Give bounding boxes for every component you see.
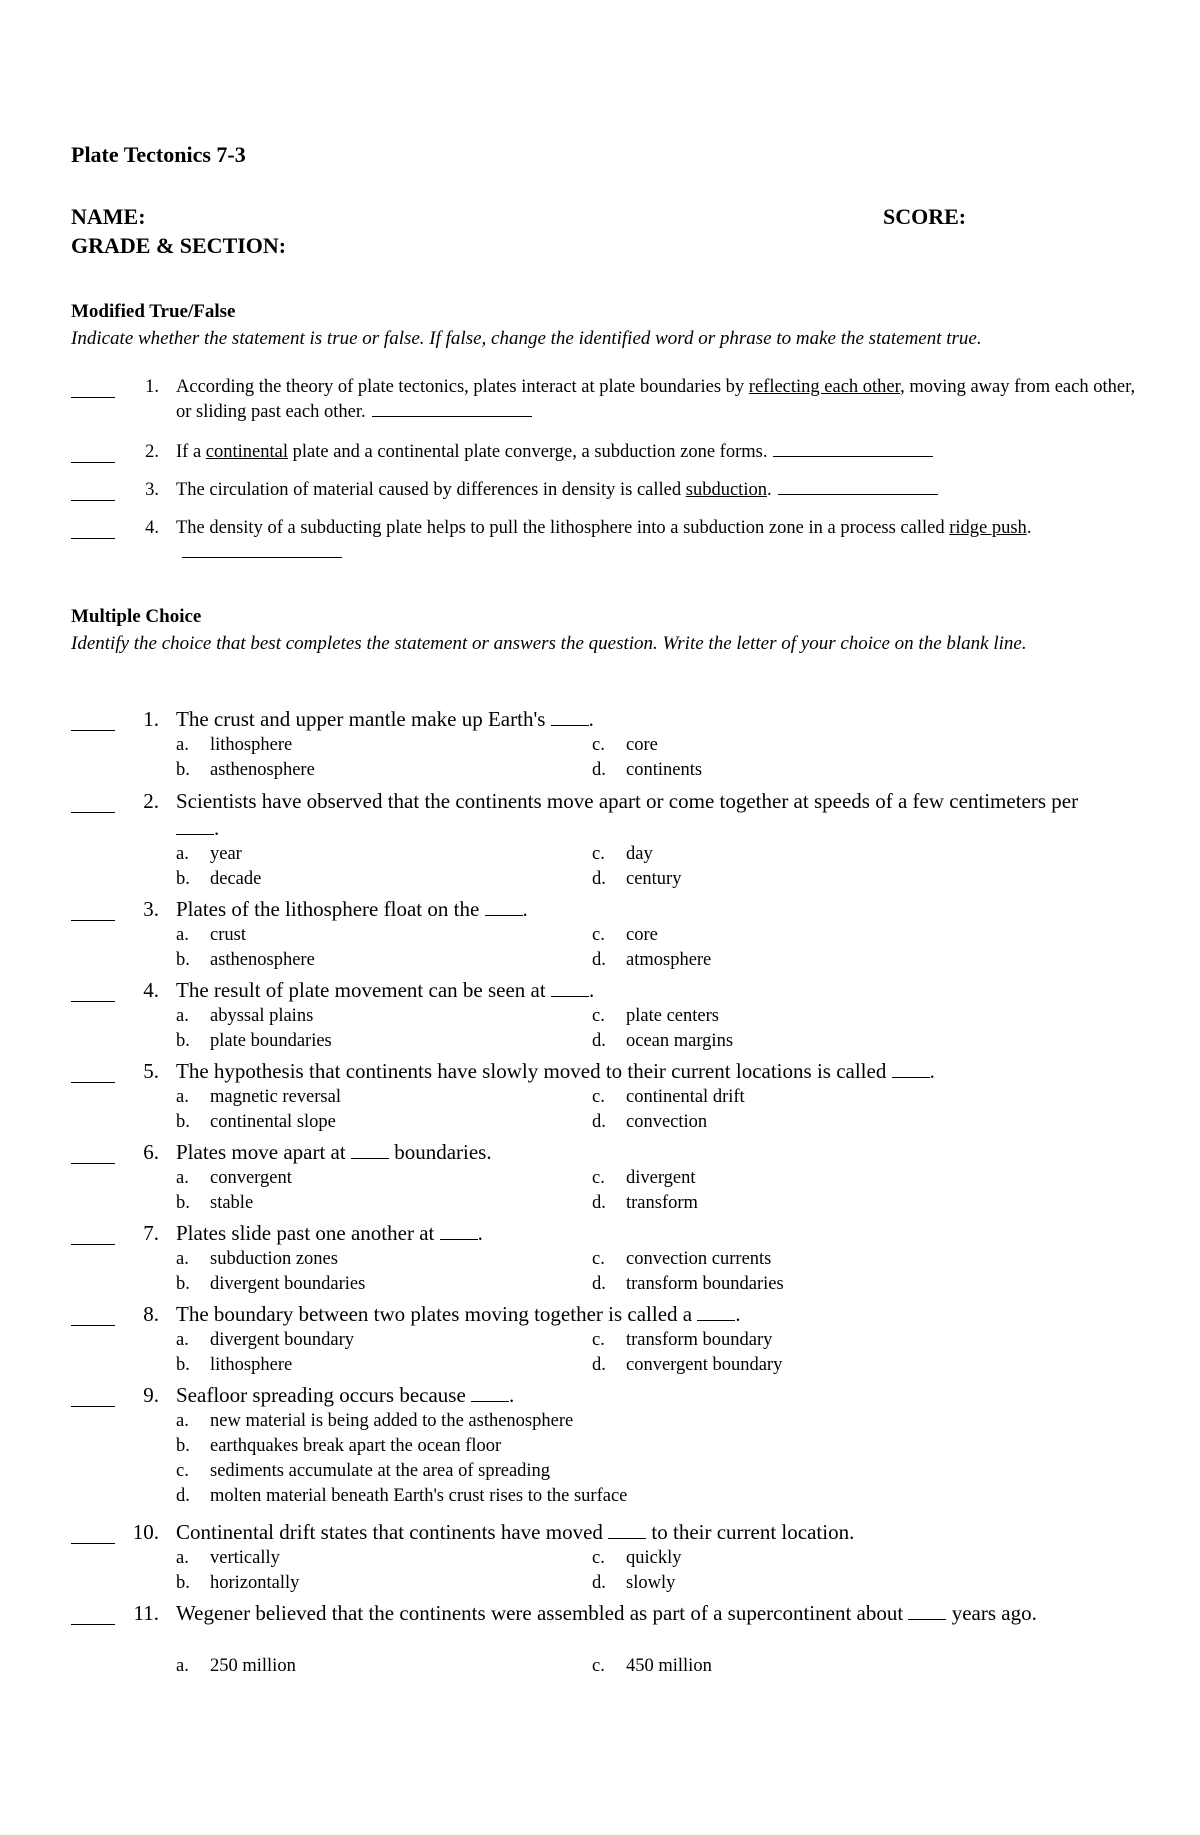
option-text: earthquakes break apart the ocean floor bbox=[210, 1436, 502, 1456]
answer-option bbox=[592, 1004, 719, 1028]
option-letter: c. bbox=[592, 1548, 605, 1568]
option-letter: a. bbox=[176, 1656, 189, 1676]
tf-section-heading: Modified True/False bbox=[71, 301, 236, 322]
option-letter: b. bbox=[176, 950, 190, 970]
option-letter: c. bbox=[176, 1461, 189, 1481]
option-letter: d. bbox=[592, 950, 606, 970]
fill-in-blank bbox=[697, 1303, 735, 1321]
worksheet-title: Plate Tectonics 7-3 bbox=[71, 142, 246, 167]
question-number: 4. bbox=[143, 978, 159, 1002]
fill-in-blank bbox=[471, 1384, 509, 1402]
answer-option bbox=[592, 1654, 712, 1678]
question-text-end: years ago. bbox=[946, 1601, 1037, 1625]
option-text: new material is being added to the asthenosphere bbox=[210, 1411, 574, 1431]
option-text: plate centers bbox=[626, 1006, 719, 1026]
option-text: transform boundary bbox=[626, 1330, 773, 1350]
answer-option bbox=[592, 867, 681, 891]
question-text-end: . bbox=[477, 1221, 483, 1245]
question-text-start: Plates slide past one another at bbox=[176, 1221, 440, 1245]
question-number: 9. bbox=[143, 1383, 159, 1407]
correction-line[interactable] bbox=[773, 440, 933, 457]
answer-blank[interactable] bbox=[71, 538, 115, 539]
option-letter: a. bbox=[176, 1006, 189, 1026]
question-number: 3. bbox=[143, 897, 159, 921]
answer-option bbox=[176, 1546, 280, 1570]
answer-option bbox=[176, 1571, 299, 1595]
option-text: decade bbox=[210, 869, 262, 889]
grade-section-label: GRADE & SECTION: bbox=[71, 233, 287, 258]
question-text-start: The hypothesis that continents have slowly moved to their current locations is called bbox=[176, 1059, 892, 1083]
answer-option bbox=[176, 923, 246, 947]
option-letter: a. bbox=[176, 925, 189, 945]
answer-option bbox=[176, 733, 292, 757]
answer-option bbox=[592, 1272, 784, 1296]
question-text-start: If a bbox=[176, 442, 206, 462]
question-text bbox=[176, 1600, 1116, 1627]
mc-section-heading: Multiple Choice bbox=[71, 606, 202, 627]
question-number: 7. bbox=[143, 1221, 159, 1245]
answer-blank[interactable] bbox=[71, 1406, 115, 1407]
option-letter: b. bbox=[176, 760, 190, 780]
option-letter: a. bbox=[176, 1087, 189, 1107]
option-letter: b. bbox=[176, 1355, 190, 1375]
correction-line[interactable] bbox=[778, 478, 938, 495]
option-text: vertically bbox=[210, 1548, 280, 1568]
question-number: 1. bbox=[143, 707, 159, 731]
answer-option bbox=[592, 1571, 675, 1595]
option-text: 450 million bbox=[626, 1656, 712, 1676]
answer-option bbox=[592, 1029, 733, 1053]
option-text: continental drift bbox=[626, 1087, 745, 1107]
question-text bbox=[176, 788, 1116, 842]
option-text: subduction zones bbox=[210, 1249, 338, 1269]
option-letter: b. bbox=[176, 1436, 190, 1456]
option-text: plate boundaries bbox=[210, 1031, 332, 1051]
answer-option bbox=[176, 1004, 313, 1028]
option-letter: d. bbox=[176, 1486, 190, 1506]
mc-instructions: Identify the choice that best completes the statement or answers the question. Write the letter of your choice on the blank line. bbox=[71, 633, 1027, 654]
answer-blank[interactable] bbox=[71, 812, 115, 813]
question-number: 5. bbox=[143, 1059, 159, 1083]
question-text-start: According the theory of plate tectonics, plates interact at plate boundaries by bbox=[176, 377, 749, 397]
question-text-end: to their current location. bbox=[646, 1520, 855, 1544]
option-text: transform bbox=[626, 1193, 698, 1213]
option-letter: a. bbox=[176, 1168, 189, 1188]
question-text bbox=[176, 977, 1116, 1004]
option-text: continental slope bbox=[210, 1112, 336, 1132]
option-letter: c. bbox=[592, 735, 605, 755]
answer-option bbox=[592, 923, 658, 947]
answer-blank[interactable] bbox=[71, 1163, 115, 1164]
question-number: 2. bbox=[143, 789, 159, 813]
question-text bbox=[176, 375, 1136, 425]
option-text: atmosphere bbox=[626, 950, 712, 970]
option-text: molten material beneath Earth's crust rises to the surface bbox=[210, 1486, 628, 1506]
question-text bbox=[176, 478, 1136, 503]
answer-option bbox=[176, 1191, 253, 1215]
answer-option bbox=[176, 1459, 550, 1483]
option-letter: b. bbox=[176, 1573, 190, 1593]
answer-option bbox=[176, 1247, 338, 1271]
fill-in-blank bbox=[551, 708, 589, 726]
answer-option bbox=[592, 1328, 772, 1352]
answer-option bbox=[176, 1166, 292, 1190]
identified-phrase: reflecting each other bbox=[748, 377, 901, 397]
option-text: crust bbox=[210, 925, 246, 945]
fill-in-blank bbox=[892, 1060, 930, 1078]
option-letter: d. bbox=[592, 1031, 606, 1051]
question-number: 11. bbox=[133, 1601, 159, 1625]
question-text-end: . bbox=[214, 816, 220, 840]
option-text: convergent bbox=[210, 1168, 292, 1188]
answer-option bbox=[176, 1353, 292, 1377]
answer-blank[interactable] bbox=[71, 462, 115, 463]
answer-option bbox=[176, 758, 315, 782]
option-text: core bbox=[626, 735, 658, 755]
option-text: quickly bbox=[626, 1548, 682, 1568]
answer-option bbox=[592, 1353, 782, 1377]
answer-option bbox=[592, 1546, 682, 1570]
option-letter: a. bbox=[176, 1330, 189, 1350]
option-letter: b. bbox=[176, 1274, 190, 1294]
option-text: divergent boundary bbox=[210, 1330, 355, 1350]
option-letter: d. bbox=[592, 1112, 606, 1132]
name-label: NAME: bbox=[71, 204, 146, 229]
option-text: core bbox=[626, 925, 658, 945]
question-text-start: The circulation of material caused by differences in density is called bbox=[176, 480, 686, 500]
option-letter: c. bbox=[592, 844, 605, 864]
question-number: 10. bbox=[132, 1520, 159, 1544]
fill-in-blank bbox=[440, 1222, 478, 1240]
question-text-end: , moving away from each other, or sliding past each other. bbox=[176, 377, 1136, 422]
fill-in-blank bbox=[551, 979, 589, 997]
fill-in-blank bbox=[608, 1521, 646, 1539]
option-letter: b. bbox=[176, 1031, 190, 1051]
question-number: 6. bbox=[143, 1140, 159, 1164]
score-label: SCORE: bbox=[883, 204, 967, 229]
option-letter: a. bbox=[176, 1249, 189, 1269]
answer-option bbox=[176, 1434, 501, 1458]
answer-option bbox=[176, 948, 315, 972]
answer-option bbox=[176, 1484, 627, 1508]
answer-option bbox=[592, 948, 711, 972]
fill-in-blank bbox=[351, 1141, 389, 1159]
option-text: magnetic reversal bbox=[210, 1087, 341, 1107]
question-text-end: . bbox=[735, 1302, 741, 1326]
option-text: sediments accumulate at the area of spreading bbox=[210, 1461, 551, 1481]
identified-phrase: continental bbox=[205, 442, 288, 462]
question-text-start: The result of plate movement can be seen at bbox=[176, 978, 551, 1002]
correction-line[interactable] bbox=[182, 541, 342, 558]
option-text: lithosphere bbox=[210, 735, 293, 755]
option-text: day bbox=[626, 844, 653, 864]
option-text: lithosphere bbox=[210, 1355, 293, 1375]
question-text-start: Wegener believed that the continents were assembled as part of a supercontinent about bbox=[176, 1601, 909, 1625]
question-text bbox=[176, 896, 1116, 923]
question-number: 4. bbox=[145, 518, 159, 538]
option-text: convergent boundary bbox=[626, 1355, 783, 1375]
question-text bbox=[176, 440, 1136, 465]
question-text-start: The boundary between two plates moving together is called a bbox=[176, 1302, 698, 1326]
question-text bbox=[176, 1382, 1116, 1409]
option-letter: c. bbox=[592, 1006, 605, 1026]
option-letter: c. bbox=[592, 1656, 605, 1676]
option-text: convection currents bbox=[626, 1249, 772, 1269]
question-text-end: . bbox=[766, 480, 772, 500]
answer-blank[interactable] bbox=[71, 1244, 115, 1245]
option-text: continents bbox=[626, 760, 703, 780]
answer-option bbox=[176, 1029, 332, 1053]
question-text-start: Plates of the lithosphere float on the bbox=[176, 897, 485, 921]
option-text: convection bbox=[626, 1112, 708, 1132]
question-text-start: Scientists have observed that the continents move apart or come together at speeds of a few centimeters per bbox=[176, 789, 1079, 813]
question-text-end: boundaries. bbox=[388, 1140, 492, 1164]
question-text-end: . bbox=[588, 978, 595, 1002]
answer-option bbox=[592, 1247, 771, 1271]
question-text bbox=[176, 706, 1116, 733]
question-number: 8. bbox=[143, 1302, 159, 1326]
answer-blank[interactable] bbox=[71, 397, 115, 398]
option-letter: d. bbox=[592, 1355, 606, 1375]
question-text bbox=[176, 516, 1136, 566]
question-text-start: Seafloor spreading occurs because bbox=[176, 1383, 472, 1407]
option-text: slowly bbox=[626, 1573, 676, 1593]
fill-in-blank bbox=[908, 1602, 946, 1620]
option-letter: b. bbox=[176, 869, 190, 889]
option-letter: c. bbox=[592, 925, 605, 945]
identified-phrase: subduction bbox=[685, 480, 767, 500]
option-letter: d. bbox=[592, 1274, 606, 1294]
option-text: year bbox=[210, 844, 242, 864]
option-letter: a. bbox=[176, 1411, 189, 1431]
identified-phrase: ridge push bbox=[949, 518, 1027, 538]
answer-blank[interactable] bbox=[71, 1624, 115, 1625]
answer-blank[interactable] bbox=[71, 1325, 115, 1326]
option-text: divergent boundaries bbox=[210, 1274, 366, 1294]
option-letter: b. bbox=[176, 1112, 190, 1132]
answer-option bbox=[592, 1085, 745, 1109]
question-text bbox=[176, 1139, 1116, 1166]
answer-blank[interactable] bbox=[71, 1543, 115, 1544]
answer-blank[interactable] bbox=[71, 730, 115, 731]
option-letter: b. bbox=[176, 1193, 190, 1213]
answer-option bbox=[592, 842, 653, 866]
answer-option bbox=[592, 758, 702, 782]
question-text-end: . bbox=[509, 1383, 515, 1407]
question-text bbox=[176, 1220, 1116, 1247]
question-number: 2. bbox=[145, 442, 159, 462]
option-letter: a. bbox=[176, 844, 189, 864]
question-text-end: plate and a continental plate converge, a subduction zone forms. bbox=[288, 442, 768, 462]
answer-option bbox=[592, 1191, 698, 1215]
answer-blank[interactable] bbox=[71, 1001, 115, 1002]
option-letter: c. bbox=[592, 1087, 605, 1107]
question-text bbox=[176, 1301, 1116, 1328]
option-text: transform boundaries bbox=[626, 1274, 784, 1294]
option-text: horizontally bbox=[210, 1573, 300, 1593]
question-text-start: The crust and upper mantle make up Earth's bbox=[176, 707, 551, 731]
option-text: abyssal plains bbox=[210, 1006, 314, 1026]
tf-instructions: Indicate whether the statement is true or false. If false, change the identified word or phrase to make the statement true. bbox=[71, 328, 982, 349]
answer-option bbox=[176, 842, 242, 866]
option-text: stable bbox=[210, 1193, 254, 1213]
option-text: 250 million bbox=[210, 1656, 296, 1676]
answer-option bbox=[592, 733, 658, 757]
question-text-start: Plates move apart at bbox=[176, 1140, 351, 1164]
option-letter: d. bbox=[592, 1193, 606, 1213]
answer-option bbox=[176, 1328, 354, 1352]
answer-blank[interactable] bbox=[71, 1082, 115, 1083]
option-text: asthenosphere bbox=[210, 760, 315, 780]
answer-option bbox=[176, 1654, 296, 1678]
correction-line[interactable] bbox=[372, 400, 532, 417]
answer-option bbox=[176, 867, 261, 891]
option-letter: d. bbox=[592, 760, 606, 780]
option-text: century bbox=[626, 869, 682, 889]
fill-in-blank bbox=[485, 898, 523, 916]
question-text-end: . bbox=[588, 707, 594, 731]
question-text-end: . bbox=[929, 1059, 935, 1083]
question-number: 3. bbox=[145, 480, 159, 500]
answer-blank[interactable] bbox=[71, 920, 115, 921]
question-text-end: . bbox=[522, 897, 528, 921]
answer-blank[interactable] bbox=[71, 500, 115, 501]
answer-option bbox=[176, 1272, 365, 1296]
answer-option bbox=[592, 1110, 707, 1134]
question-text bbox=[176, 1058, 1116, 1085]
answer-option bbox=[176, 1409, 573, 1433]
question-text-start: Continental drift states that continents have moved bbox=[176, 1520, 609, 1544]
option-letter: a. bbox=[176, 735, 189, 755]
option-letter: c. bbox=[592, 1249, 605, 1269]
fill-in-blank bbox=[176, 817, 214, 835]
option-letter: d. bbox=[592, 869, 606, 889]
option-letter: d. bbox=[592, 1573, 606, 1593]
answer-option bbox=[176, 1110, 336, 1134]
answer-option bbox=[592, 1166, 696, 1190]
option-letter: c. bbox=[592, 1330, 605, 1350]
option-letter: a. bbox=[176, 1548, 189, 1568]
option-text: divergent bbox=[626, 1168, 696, 1188]
option-letter: c. bbox=[592, 1168, 605, 1188]
question-number: 1. bbox=[145, 377, 159, 397]
question-text bbox=[176, 1519, 1116, 1546]
answer-option bbox=[176, 1085, 341, 1109]
option-text: asthenosphere bbox=[210, 950, 315, 970]
question-text-end: . bbox=[1026, 518, 1032, 538]
question-text-start: The density of a subducting plate helps to pull the lithosphere into a subduction zone in a process called bbox=[176, 518, 950, 538]
option-text: ocean margins bbox=[626, 1031, 734, 1051]
